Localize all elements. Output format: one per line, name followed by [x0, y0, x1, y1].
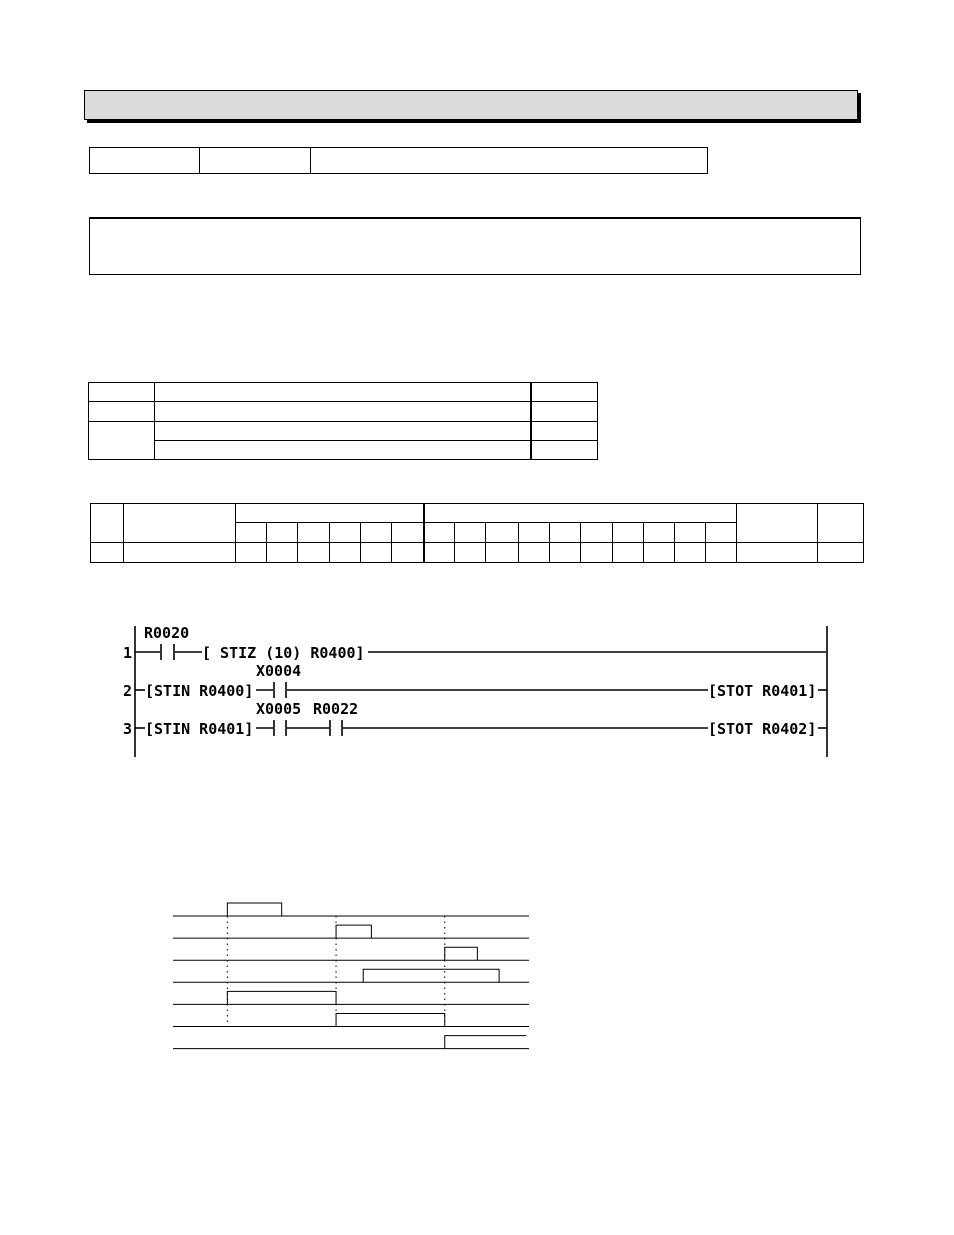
timing-pulse — [336, 1014, 445, 1027]
timing-signal-1 — [173, 903, 529, 916]
rung-1-contact-label: R0020 — [144, 624, 190, 642]
timing-signal-3 — [173, 947, 529, 960]
timing-pulse — [227, 903, 281, 916]
timing-pulse — [336, 925, 371, 938]
timing-pulse — [445, 947, 478, 960]
timing-pulse — [227, 991, 336, 1004]
timing-signal-5 — [173, 991, 529, 1004]
rung-3-instruction-in: [STIN R0401] — [145, 720, 254, 738]
timing-signal-6 — [173, 1014, 529, 1027]
rung-3-instruction-out: [STOT R0402] — [708, 720, 817, 738]
timing-signal-4 — [173, 969, 529, 982]
rung-2-number: 2 — [123, 682, 133, 700]
rung-2-instruction-out: [STOT R0401] — [708, 682, 817, 700]
timing-chart — [0, 880, 560, 1070]
rung-1-instruction: [ STIZ (10) R0400] — [202, 644, 365, 662]
rung-3-number: 3 — [123, 720, 133, 738]
timing-pulse — [363, 969, 499, 982]
rung-2-instruction-in: [STIN R0400] — [145, 682, 254, 700]
timing-signal-7 — [173, 1036, 529, 1049]
timing-pulse — [445, 1036, 527, 1049]
rung-1-number: 1 — [123, 644, 133, 662]
rung-3-contact2-label: R0022 — [313, 700, 359, 718]
rung-3-contact1-label: X0005 — [256, 700, 302, 718]
timing-signal-2 — [173, 925, 529, 938]
rung-2-contact-label: X0004 — [256, 662, 302, 680]
